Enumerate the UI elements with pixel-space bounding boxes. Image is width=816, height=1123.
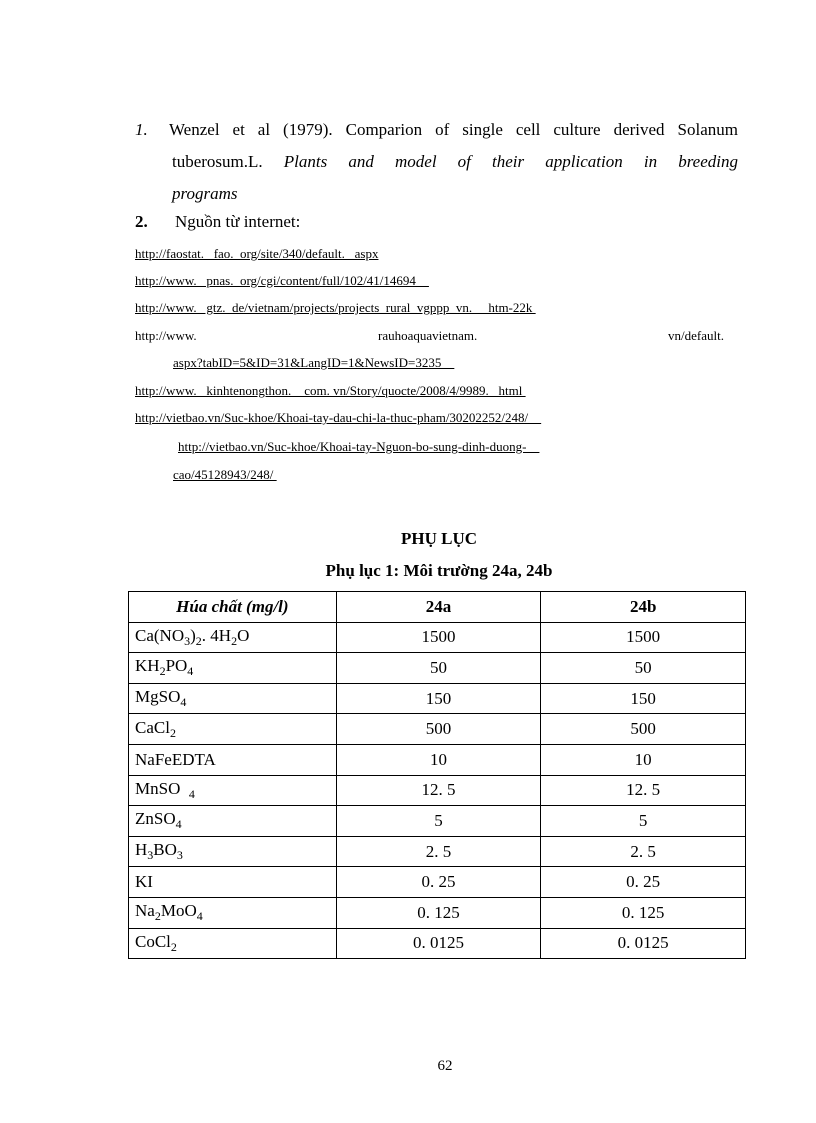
value-24a: 0. 25 (336, 867, 541, 898)
value-24b: 12. 5 (541, 775, 746, 806)
value-24a: 12. 5 (336, 775, 541, 806)
table-row (129, 836, 746, 867)
appendix-title: PHỤ LỤC (400, 529, 478, 548)
reference-number: 1. (135, 120, 148, 139)
value-24b: 5 (541, 806, 746, 837)
table-row (129, 928, 746, 959)
value-24b: 0. 0125 (541, 928, 746, 959)
medium-composition-table (128, 591, 746, 959)
chemical-cell: $KH_2PO_4$ (129, 653, 337, 684)
chemical-cell: KI (129, 867, 337, 898)
chemical-cell: MnSO $_4$ (129, 775, 337, 806)
value-24b: 10 (541, 744, 746, 775)
value-24b: 1500 (541, 622, 746, 653)
reference-link[interactable]: http://vietbao.vn/Suc-khoe/Khoai-tay-dau-chi-la-thuc-pham/30202252/248/ (135, 410, 542, 425)
value-24a: 2. 5 (336, 836, 541, 867)
reference-label: Nguồn từ internet: (175, 212, 301, 231)
reference-link[interactable]: http://www. gtz. de/vietnam/projects/projects_rural_vgppp_vn. htm-22k (135, 300, 536, 315)
chemical-cell: CoCl$_2$ (129, 928, 337, 959)
reference-title-italic: Plants and model of their application in breeding (283, 152, 738, 171)
chemical-cell: $H_3BO_3$ (129, 836, 337, 867)
appendix-subtitle: Phụ lục 1: Môi trường 24a, 24b (325, 561, 553, 580)
link-part[interactable]: http://www. (135, 328, 197, 343)
chemical-cell: CaCl$_2$ (129, 714, 337, 745)
value-24b: 50 (541, 653, 746, 684)
column-header: 24b (541, 592, 746, 623)
value-24a: 1500 (336, 622, 541, 653)
table-row (129, 806, 746, 837)
reference-link[interactable]: aspx?tabID=5&ID=31&LangID=1&NewsID=3235 (173, 355, 455, 370)
table-row (129, 714, 746, 745)
reference-link[interactable]: http://www. pnas. org/cgi/content/full/102/41/14694 (135, 273, 429, 288)
link-part[interactable]: vn/default. (668, 328, 731, 343)
column-header: 24a (336, 592, 541, 623)
chemical-cell: MgSO$_4$ (129, 683, 337, 714)
value-24a: 0. 125 (336, 897, 541, 928)
value-24b: 0. 125 (541, 897, 746, 928)
chemical-cell: NaFeEDTA (129, 744, 337, 775)
table-row (129, 683, 746, 714)
value-24a: 10 (336, 744, 541, 775)
table-row (129, 622, 746, 653)
value-24a: 500 (336, 714, 541, 745)
chemical-cell: $Na_2MoO_4$ (129, 897, 337, 928)
reference-link-justified[interactable] (135, 328, 744, 344)
reference-text-line: Wenzel et al (1979). Comparion of single cell culture derived Solanum (169, 120, 738, 139)
link-part[interactable]: rauhoaquavietnam. (378, 328, 478, 343)
value-24b: 500 (541, 714, 746, 745)
value-24b: 0. 25 (541, 867, 746, 898)
table-row (129, 867, 746, 898)
reference-number: 2. (135, 212, 148, 231)
reference-text-line (172, 146, 738, 178)
reference-2-heading (135, 211, 300, 233)
reference-link[interactable]: http://www. kinhtenongthon. com. vn/Story/quocte/2008/4/9989. html (135, 383, 526, 398)
column-header: Húa chất (mg/l) (129, 592, 337, 623)
chemical-cell: ZnSO$_4$ (129, 806, 337, 837)
value-24a: 50 (336, 653, 541, 684)
table-row (129, 744, 746, 775)
table-row (129, 653, 746, 684)
value-24a: 0. 0125 (336, 928, 541, 959)
chemical-cell: $Ca(NO_3)_2$. $4H_2O$ (129, 622, 337, 653)
reference-link[interactable]: http://faostat. fao. org/site/340/default. aspx (135, 246, 379, 261)
page-number: 62 (437, 1058, 453, 1074)
table-row (129, 897, 746, 928)
value-24b: 150 (541, 683, 746, 714)
value-24a: 5 (336, 806, 541, 837)
value-24a: 150 (336, 683, 541, 714)
reference-species: tuberosum.L. (172, 152, 263, 171)
reference-link[interactable]: http://vietbao.vn/Suc-khoe/Khoai-tay-Nguon-bo-sung-dinh-duong- (178, 439, 540, 454)
value-24b: 2. 5 (541, 836, 746, 867)
table-row (129, 775, 746, 806)
reference-link[interactable]: cao/45128943/248/ (173, 467, 277, 482)
table-header-row (129, 592, 746, 623)
reference-title-italic: programs (172, 184, 238, 203)
